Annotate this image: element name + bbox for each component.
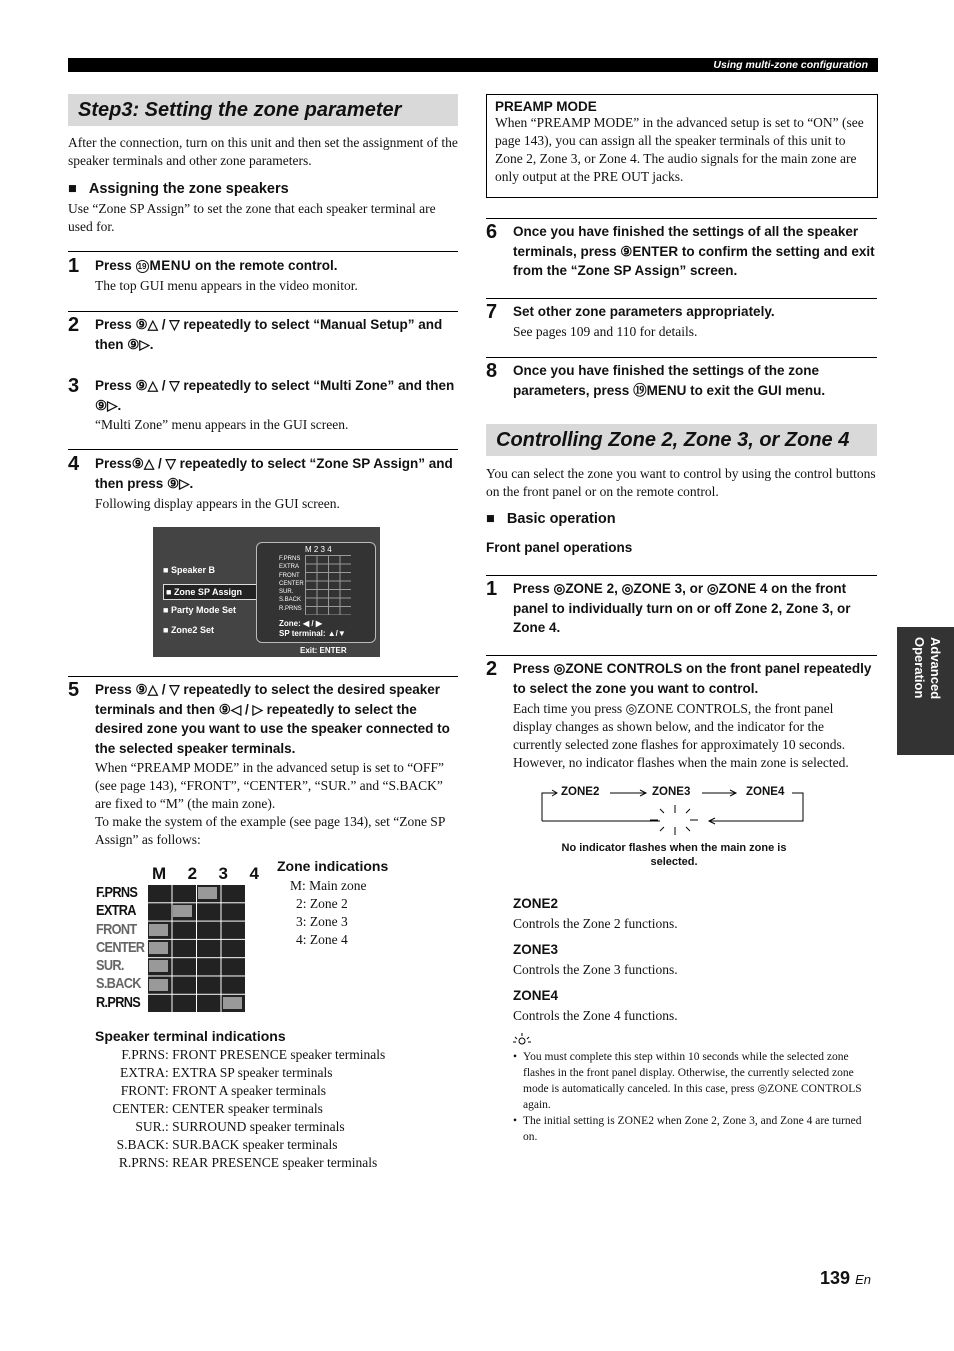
sp-desc: FRONT PRESENCE speaker terminals <box>172 1047 386 1062</box>
zone3-title: ZONE3 <box>513 942 559 957</box>
side-tab <box>897 627 954 755</box>
gui-panel <box>256 542 376 643</box>
sp-code: SUR. <box>135 1119 165 1134</box>
side-tab-label: Advanced Operation <box>912 637 943 700</box>
section-title-controlling: Controlling Zone 2, Zone 3, or Zone 4 <box>486 424 877 456</box>
gui-rows <box>279 555 303 613</box>
badge-19-icon: 19 <box>136 260 149 273</box>
gui-zone-label: Zone: ◀ / ▶ <box>279 619 322 628</box>
sub1-text: Use “Zone SP Assign” to set the zone that each speaker terminal are used for. <box>68 201 436 234</box>
preamp-text: When “PREAMP MODE” in the advanced setup is set to “ON” (see page 143), you can assign all the speaker terminals of this unit to Zone 2, Zone 3, or Zone 4. The audio signals for the main zone are only output at the PRE OUT jacks. <box>495 115 864 184</box>
zone4-text: Controls the Zone 4 functions. <box>513 1008 678 1023</box>
gui-menu-label: Zone SP Assign <box>173 587 242 597</box>
table-row-label: FRONT <box>96 920 137 938</box>
tip-item: • The initial setting is ZONE2 when Zone 2, Zone 3, and Zone 4 are turned on. <box>513 1113 875 1145</box>
zone-ind-item: 4: Zone 4 <box>296 932 348 947</box>
gui-row: FRONT <box>279 572 300 579</box>
zone-ind-item: 3: Zone 3 <box>296 914 348 929</box>
zone4-title: ZONE4 <box>513 988 559 1003</box>
gui-cols: M 2 3 4 <box>305 545 332 554</box>
speaker-marker <box>223 997 242 1009</box>
diagram-caption: No indicator flashes when the main zone is selected. <box>561 842 787 868</box>
divider <box>486 655 877 656</box>
sp-desc: EXTRA SP speaker terminals <box>172 1065 333 1080</box>
speaker-marker <box>149 924 168 936</box>
sp-desc: FRONT A speaker terminals <box>172 1083 326 1098</box>
sp-code: FRONT <box>120 1083 165 1098</box>
front-step-2-note: Each time you press ◎ZONE CONTROLS, the front panel display changes as shown below, and the indicator for the currently selected zone flashes for approximately 10 seconds. However, no indicator flashes when the main zone is selected. <box>513 701 849 770</box>
speaker-marker <box>173 905 192 917</box>
divider <box>68 251 458 252</box>
step-3-note: “Multi Zone” menu appears in the GUI screen. <box>95 417 349 432</box>
sp-indications-title: Speaker terminal indications <box>95 1028 286 1044</box>
table-col: M <box>152 864 167 883</box>
step-5-note: When “PREAMP MODE” in the advanced setup is set to “OFF” (see page 143), “FRONT”, “CENTER”, “SUR.” and “S.BACK” are fixed to “M” (the main zone). To make the system of the example (see page 134), set “Zone SP Assign” as follows: <box>95 760 445 847</box>
sp-code: F.PRNS <box>121 1047 165 1062</box>
tip-text: You must complete this step within 10 seconds while the selected zone flashes in the front panel display. Otherwise, the currently selected zone mode is automatically canceled. In this case, press ◎ZONE CONTROLS again. <box>523 1051 862 1111</box>
step-4-note: Following display appears in the GUI screen. <box>95 496 340 511</box>
gui-row: F.PRNS <box>279 556 301 562</box>
table-row-label: CENTER <box>96 938 145 956</box>
zone2-text: Controls the Zone 2 functions. <box>513 916 678 931</box>
step-number: 6 <box>486 221 498 243</box>
table-row-label: SUR. <box>96 957 124 975</box>
gui-row: R.PRNS <box>279 605 302 612</box>
step-number: 7 <box>486 301 498 323</box>
divider <box>486 575 877 576</box>
step-1-post: on the remote control. <box>191 258 338 273</box>
speaker-marker <box>149 942 168 954</box>
sp-code: EXTRA <box>120 1065 165 1080</box>
running-title: Using multi-zone configuration <box>713 59 868 71</box>
sp-indications-list: F.PRNS: FRONT PRESENCE speaker terminals EXTRA: EXTRA SP speaker terminals FRONT: FRONT A speaker terminals CENTER: CENTER speaker terminals SUR.: SURROUND speaker terminals S.BACK: SUR.BACK speaker terminals R.PRNS: REAR PRESENCE speaker terminals <box>95 1046 415 1172</box>
page-number <box>820 1268 871 1289</box>
zone3-text: Controls the Zone 3 functions. <box>513 962 678 977</box>
gui-exit-label: Exit: ENTER <box>300 646 347 655</box>
zone-indications-title: Zone indications <box>277 858 389 874</box>
divider <box>486 298 877 299</box>
tip-item: • You must complete this step within 10 seconds while the selected zone flashes in the front panel display. Otherwise, the currently selected zone mode is automatically canceled. In this case, press ◎ZONE CONTROLS again. <box>513 1049 875 1113</box>
step-number: 5 <box>68 679 80 701</box>
step-6-text: Once you have finished the settings of all the speaker terminals, press ⑨ENTER to confirm the setting and exit from the “Zone SP Assign” screen. <box>513 224 875 278</box>
step-number: 2 <box>68 314 80 336</box>
divider <box>68 676 458 677</box>
zone-indications-list <box>290 877 374 949</box>
speaker-marker <box>198 887 217 899</box>
step-7-text: Set other zone parameters appropriately. <box>513 304 775 319</box>
sp-code: R.PRNS <box>118 1155 165 1170</box>
section-title-step3: Step3: Setting the zone parameter <box>68 94 458 126</box>
preamp-note-box <box>486 94 878 198</box>
front-step-1-text: Press ◎ZONE 2, ◎ZONE 3, or ◎ZONE 4 on the front panel to individually turn on or off Zone 2, Zone 3, or Zone 4. <box>513 581 851 635</box>
sub-heading-assigning: ■ Assigning the zone speakers <box>68 181 289 197</box>
gui-menu-item: ■ Speaker B <box>163 565 215 575</box>
preamp-title: PREAMP MODE <box>495 99 597 114</box>
zone2-title: ZONE2 <box>513 896 559 911</box>
table-row-label: R.PRNS <box>96 993 141 1011</box>
tips-list <box>513 1049 875 1145</box>
divider <box>68 311 458 312</box>
gui-menu-label: Party Mode Set <box>170 605 236 615</box>
divider <box>68 449 458 450</box>
table-row-label: S.BACK <box>96 975 141 993</box>
running-header <box>68 58 878 72</box>
step-2-text: Press ⑨△ / ▽ repeatedly to select “Manual Setup” and then ⑨▷. <box>95 317 443 352</box>
gui-row: CENTER <box>279 580 304 587</box>
sp-desc: REAR PRESENCE speaker terminals <box>172 1155 378 1170</box>
controlling-intro: You can select the zone you want to control by using the control buttons on the front panel or on the remote control. <box>486 466 876 499</box>
step-number: 3 <box>68 375 80 397</box>
front-panel-title: Front panel operations <box>486 540 633 555</box>
diagram-zone4: ZONE4 <box>746 786 785 798</box>
step-7-note: See pages 109 and 110 for details. <box>513 324 698 339</box>
gui-menu-item: ■ Zone2 Set <box>163 625 214 635</box>
step-1-pre: Press <box>95 258 136 273</box>
zone-ind-item: M: Main zone <box>290 878 367 893</box>
table-col-header <box>152 864 259 884</box>
assignment-grid <box>147 884 245 1012</box>
sub-heading-text: Basic operation <box>506 511 616 527</box>
table-col: 3 <box>218 864 229 883</box>
speaker-marker <box>149 960 168 972</box>
diagram-zone3: ZONE3 <box>652 786 691 798</box>
sp-desc: CENTER speaker terminals <box>172 1101 323 1116</box>
step-8-text: Once you have finished the settings of the zone parameters, press ⑲MENU to exit the GUI menu. <box>513 363 826 398</box>
step-number: 8 <box>486 360 498 382</box>
sub-heading-text: Assigning the zone speakers <box>88 181 289 197</box>
menu-key: MENU <box>149 258 192 273</box>
gui-screen-image <box>153 527 380 657</box>
gui-row: SUR. <box>279 589 294 596</box>
intro-text: After the connection, turn on this unit and then set the assignment of the speaker terminals and other zone parameters. <box>68 135 458 168</box>
page-number-value: 139 <box>820 1268 851 1288</box>
page-lang: En <box>855 1272 871 1287</box>
sp-desc: SURROUND speaker terminals <box>172 1119 345 1134</box>
gui-menu-item-selected: ■ Zone SP Assign <box>163 584 263 600</box>
table-row-label: EXTRA <box>96 902 136 920</box>
sp-code: S.BACK <box>116 1137 165 1152</box>
divider <box>486 218 877 219</box>
diagram-zone2: ZONE2 <box>561 786 600 798</box>
step-1-note: The top GUI menu appears in the video monitor. <box>95 278 358 293</box>
table-row-labels <box>96 884 144 1012</box>
step-number: 4 <box>68 453 80 475</box>
divider <box>486 357 877 358</box>
gui-menu-label: Speaker B <box>170 565 215 575</box>
step-3-text: Press ⑨△ / ▽ repeatedly to select “Multi Zone” and then ⑨▷. <box>95 378 455 413</box>
gui-grid <box>305 555 351 615</box>
sp-code: CENTER <box>112 1101 165 1116</box>
speaker-marker <box>149 979 168 991</box>
gui-menu-item: ■ Party Mode Set <box>163 605 236 615</box>
step-number: 1 <box>486 578 498 600</box>
step-number: 1 <box>68 255 80 277</box>
gui-menu-label: Zone2 Set <box>170 625 214 635</box>
table-col: 2 <box>187 864 198 883</box>
table-row-label: F.PRNS <box>96 884 138 901</box>
gui-sp-label: SP terminal: ▲/▼ <box>279 629 346 638</box>
gui-row: EXTRA <box>279 564 300 571</box>
step-number: 2 <box>486 658 498 680</box>
tip-text: The initial setting is ZONE2 when Zone 2, Zone 3, and Zone 4 are turned on. <box>523 1115 862 1143</box>
sub-heading-basic: ■ Basic operation <box>486 511 616 527</box>
gui-row: S.BACK <box>279 597 302 604</box>
zone-ind-item: 2: Zone 2 <box>296 896 348 911</box>
front-step-2-text: Press ◎ZONE CONTROLS on the front panel repeatedly to select the zone you want to control. <box>513 661 872 696</box>
sp-desc: SUR.BACK speaker terminals <box>172 1137 338 1152</box>
step-4-text: Press⑨△ / ▽ repeatedly to select “Zone SP Assign” and then press ⑨▷. <box>95 456 453 491</box>
step-5-text: Press ⑨△ / ▽ repeatedly to select the desired speaker terminals and then ⑨◁ / ▷ repeatedly to select the desired zone you want to use the speaker connected to the selected speaker terminals. <box>95 682 450 756</box>
step-1-text <box>95 256 460 276</box>
table-col: 4 <box>249 864 259 883</box>
